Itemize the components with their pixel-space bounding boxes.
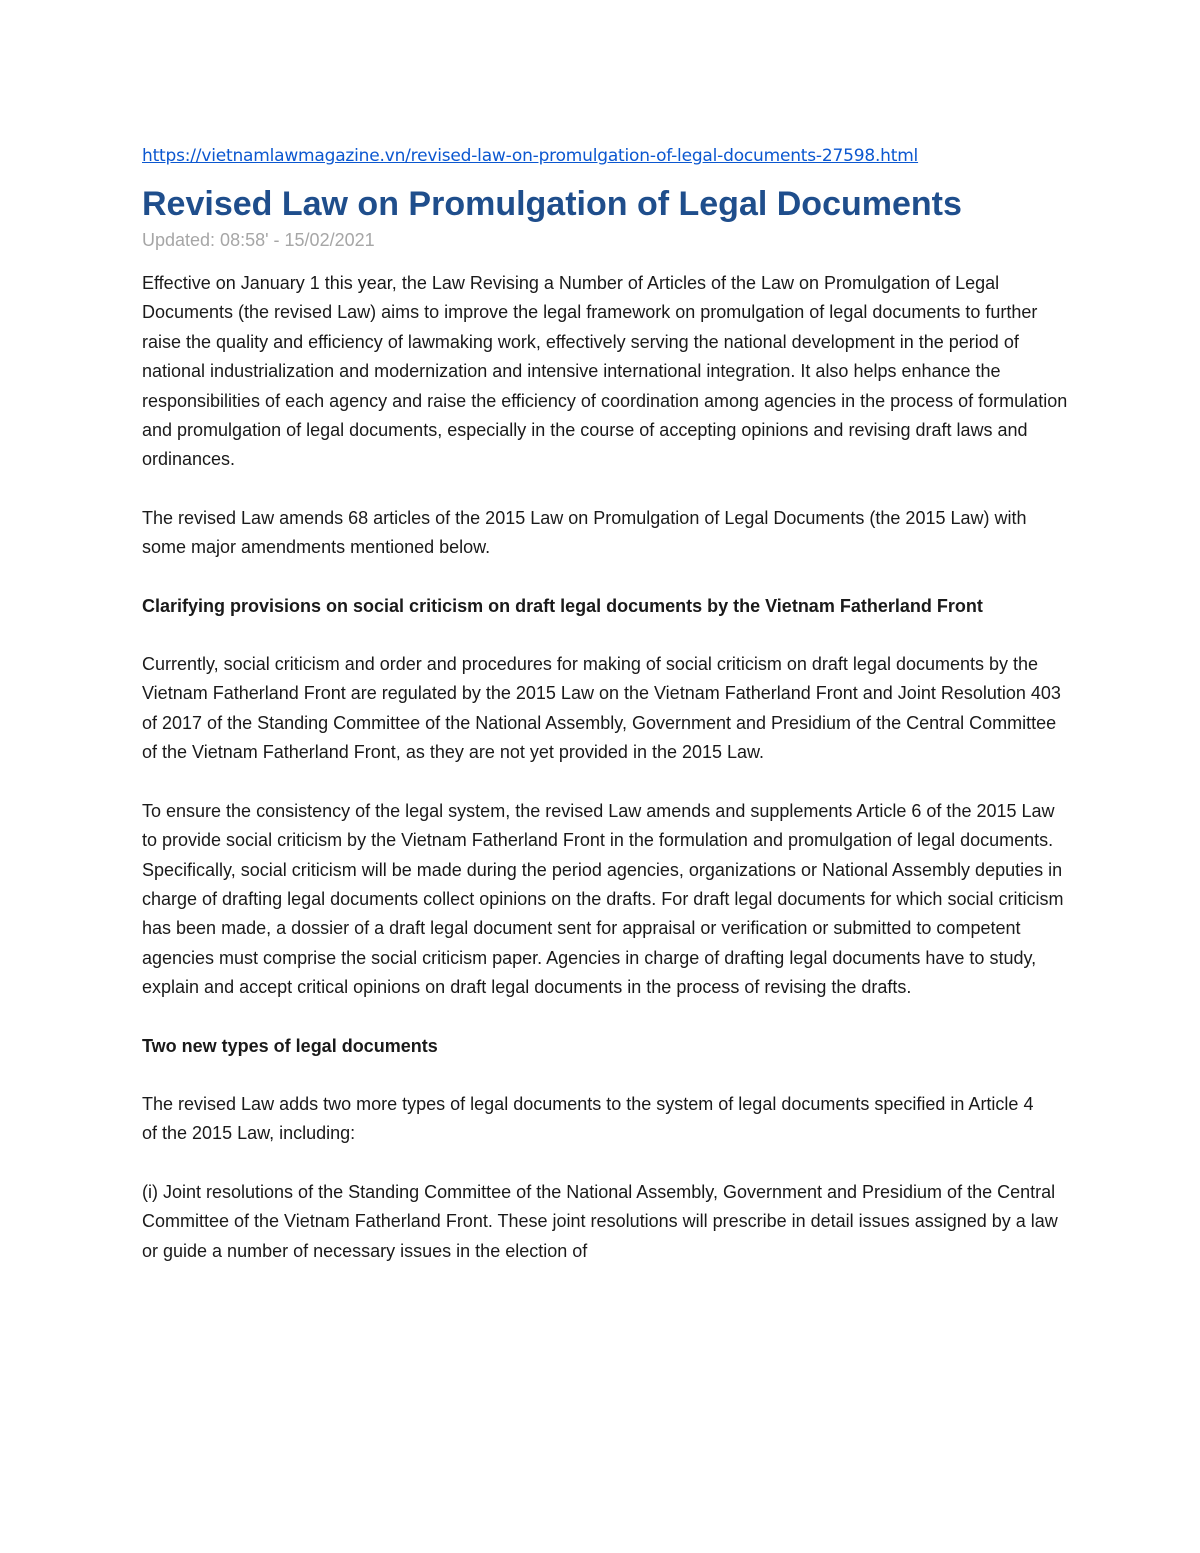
section-heading-social-criticism: Clarifying provisions on social criticism on draft legal documents by the Vietnam Fatherland Front [142, 595, 983, 616]
source-url-link[interactable]: https://vietnamlawmagazine.vn/revised-law-on-promulgation-of-legal-documents-27598.html [142, 146, 919, 166]
amendments-paragraph: The revised Law amends 68 articles of the 2015 Law on Promulgation of Legal Documents (the 2015 Law) with some major amendments mentioned below. [142, 507, 1027, 558]
page-title: Revised Law on Promulgation of Legal Documents [142, 185, 962, 223]
paragraph-gap [142, 1061, 1072, 1090]
paragraph-gap [142, 563, 1072, 592]
social-criticism-paragraph-1: Currently, social criticism and order and procedures for making of social criticism on draft legal documents by the Vietnam Fatherland Front are regulated by the 2015 Law on the Vietnam Fatherland Front and Joint Resolution 403 of 2017 of the Standing Committee of the National Assembly, Government and Presidium of the Central Committee of the Vietnam Fatherland Front, as they are not yet provided in the 2015 Law. [142, 654, 1061, 763]
paragraph-gap [142, 1149, 1072, 1178]
document-page [142, 140, 1072, 1266]
paragraph-gap [142, 768, 1072, 797]
new-types-line-2: of the 2015 Law, including: [142, 1123, 356, 1144]
section-heading-new-document-types: Two new types of legal documents [142, 1035, 438, 1056]
paragraph-gap [142, 621, 1072, 650]
paragraph-gap [142, 475, 1072, 504]
social-criticism-paragraph-2: To ensure the consistency of the legal system, the revised Law amends and supplements Article 6 of the 2015 Law to provide social criticism by the Vietnam Fatherland Front in the formulation and promulgation of legal documents. Specifically, social criticism will be made during the period agencies, organizations or National Assembly deputies in charge of drafting legal documents collect opinions on the drafts. For draft legal documents for which social criticism has been made, a dossier of a draft legal document sent for appraisal or verification or submitted to competent agencies must comprise the social criticism paper. Agencies in charge of drafting legal documents have to study, explain and accept critical opinions on draft legal documents in the process of revising the drafts. [142, 800, 1064, 998]
new-types-line-1: The revised Law adds two more types of legal documents to the system of legal documents specified in Article 4 [142, 1093, 1034, 1114]
new-types-paragraph [142, 1090, 1072, 1149]
intro-paragraph: Effective on January 1 this year, the Law Revising a Number of Articles of the Law on Promulgation of Legal Documents (the revised Law) aims to improve the legal framework on promulgation of legal documents to further raise the quality and efficiency of lawmaking work, effectively serving the national development in the period of national industrialization and modernization and intensive international integration. It also helps enhance the responsibilities of each agency and raise the efficiency of coordination among agencies in the process of formulation and promulgation of legal documents, especially in the course of accepting opinions and revising draft laws and ordinances. [142, 273, 1068, 470]
joint-resolutions-paragraph: (i) Joint resolutions of the Standing Committee of the National Assembly, Government and Presidium of the Central Committee of the Vietnam Fatherland Front. These joint resolutions will prescribe in detail issues assigned by a law or guide a number of necessary issues in the election of [142, 1181, 1058, 1261]
paragraph-gap [142, 1003, 1072, 1032]
updated-timestamp: Updated: 08:58' - 15/02/2021 [142, 230, 375, 250]
